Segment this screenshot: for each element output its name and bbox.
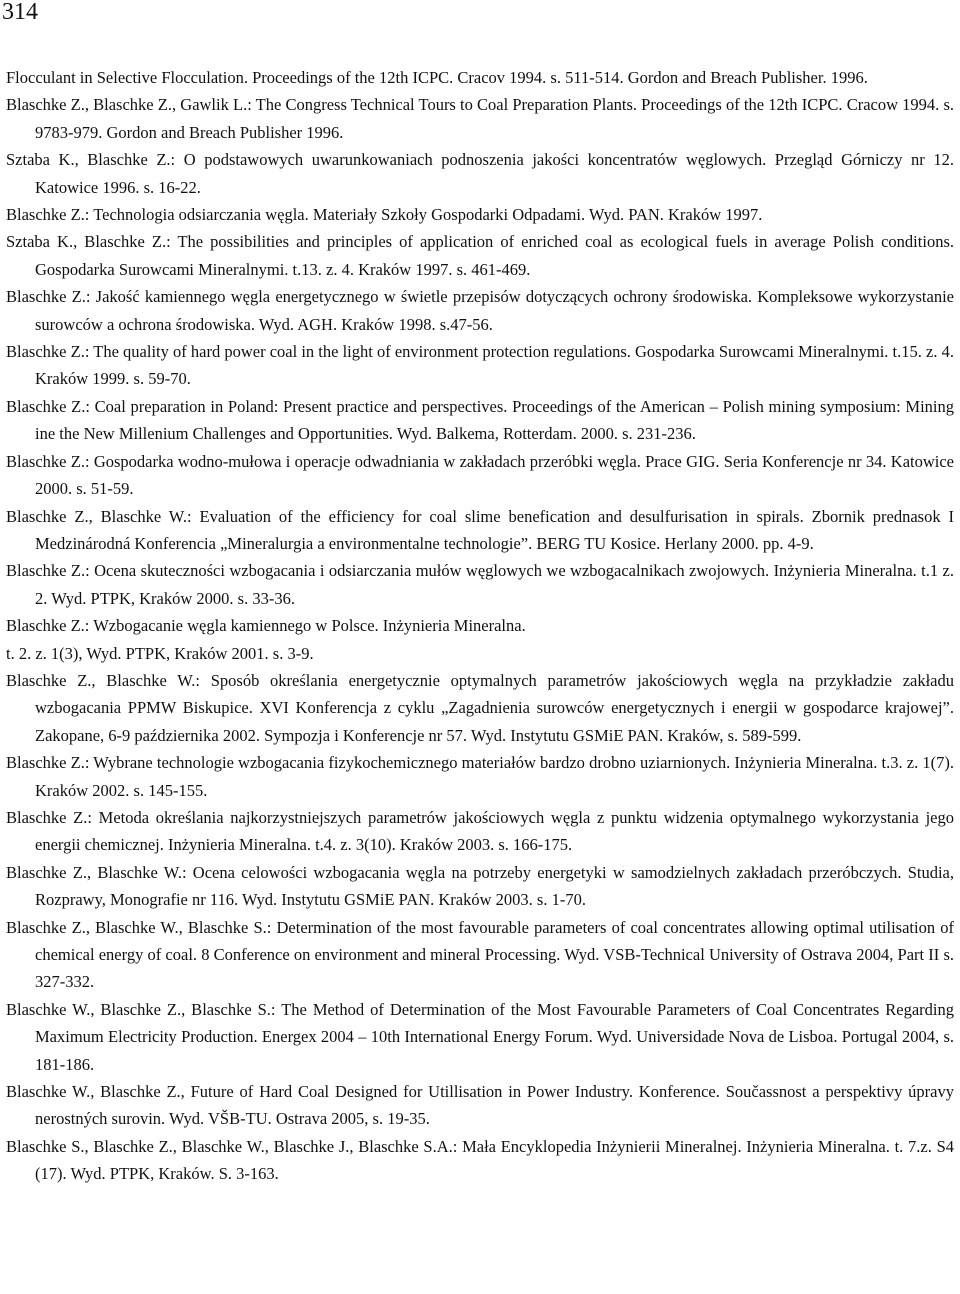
reference-item: Blaschke Z.: The quality of hard power coal in the light of environment protection regulations. Gospodarka Surowcami Mineralnymi. t.15. z. 4. Kraków 1999. s. 59-70. — [6, 342, 954, 389]
reference-item: t. 2. z. 1(3), Wyd. PTPK, Kraków 2001. s. 3-9. — [6, 643, 314, 663]
reference-item: Blaschke W., Blaschke Z., Future of Hard Coal Designed for Utillisation in Power Industry. Konference. Součassnost a perspektivy úpravy nerostných surovin. Wyd. VŠB-TU. Ostrava 2005, s. 19-35. — [6, 1082, 954, 1129]
reference-list — [6, 64, 954, 1188]
reference-item: Blaschke Z.: Gospodarka wodno-mułowa i operacje odwadniania w zakładach przeróbki węgla. Prace GIG. Seria Konferencje nr 34. Katowice 2000. s. 51-59. — [6, 451, 954, 499]
reference-item: Blaschke Z., Blaschke W., Blaschke S.: Determination of the most favourable parameters of coal concentrates allowing optimal utilisation of chemical energy of coal. 8 Conference on environment and mineral Processing. Wyd. VSB-Technical University of Ostrava 2004, Part II s. 327-332. — [6, 917, 954, 992]
reference-item: Blaschke Z.: Coal preparation in Poland: Present practice and perspectives. Proceedings of the American – Polish mining symposium: Mining ine the New Millenium Challenges and Opportunities. Wyd. Balkema, Rotterdam. 2000. s. 231-236. — [6, 396, 954, 444]
page-number: 314 — [2, 0, 38, 25]
reference-item: Flocculant in Selective Flocculation. Proceedings of the 12th ICPC. Cracov 1994. s. 511-514. Gordon and Breach Publisher. 1996. — [6, 68, 868, 87]
reference-item: Sztaba K., Blaschke Z.: O podstawowych uwarunkowaniach podnoszenia jakości koncentratów węglowych. Przegląd Górniczy nr 12. Katowice 1996. s. 16-22. — [6, 150, 954, 197]
reference-item: Blaschke Z., Blaschke W.: Ocena celowości wzbogacania węgla na potrzeby energetyki w samodzielnych zakładach przeróbczych. Studia, Rozprawy, Monografie nr 116. Wyd. Instytutu GSMiE PAN. Kraków 2003. s. 1-70. — [6, 862, 954, 910]
reference-item: Blaschke Z.: Ocena skuteczności wzbogacania i odsiarczania mułów węglowych we wzbogacalnikach zwojowych. Inżynieria Mineralna. t.1 z. 2. Wyd. PTPK, Kraków 2000. s. 33-36. — [6, 561, 954, 608]
reference-item: Sztaba K., Blaschke Z.: The possibilities and principles of application of enriched coal as ecological fuels in average Polish conditions. Gospodarka Surowcami Mineralnymi. t.13. z. 4. Kraków 1997. s. 461-469. — [6, 232, 954, 279]
reference-item: Blaschke Z.: Wzbogacanie węgla kamiennego w Polsce. Inżynieria Mineralna. — [6, 616, 526, 636]
reference-item: Blaschke Z., Blaschke Z., Gawlik L.: The Congress Technical Tours to Coal Preparation Plants. Proceedings of the 12th ICPC. Cracow 1994. s. 9783-979. Gordon and Breach Publisher 1996. — [6, 95, 954, 142]
reference-item: Blaschke Z., Blaschke W.: Evaluation of the efficiency for coal slime benefication and desulfurisation in spirals. Zbornik prednasok I Medzinárodná Konferencia „Mineralurgia a environmentalne technologie”. BERG TU Kosice. Herlany 2000. pp. 4-9. — [6, 506, 954, 553]
reference-item: Blaschke Z., Blaschke W.: Sposób określania energetycznie optymalnych parametrów jakościowych węgla na przykładzie zakładu wzbogacania PPMW Biskupice. XVI Konferencja z cyklu „Zagadnienia surowców energetycznych i energii w gospodarce krajowej”. Zakopane, 6-9 października 2002. Sympozja i Konferencje nr 57. Wyd. Instytutu GSMiE PAN. Kraków, s. 589-599. — [6, 670, 954, 745]
reference-item: Blaschke Z.: Metoda określania najkorzystniejszych parametrów jakościowych węgla z punktu widzenia optymalnego wykorzystania jego energii chemicznej. Inżynieria Mineralna. t.4. z. 3(10). Kraków 2003. s. 166-175. — [6, 807, 954, 855]
reference-item: Blaschke Z.: Jakość kamiennego węgla energetycznego w świetle przepisów dotyczących ochrony środowiska. Kompleksowe wykorzystanie surowców a ochrona środowiska. Wyd. AGH. Kraków 1998. s.47-56. — [6, 287, 954, 334]
reference-item: Blaschke Z.: Technologia odsiarczania węgla. Materiały Szkoły Gospodarki Odpadami. Wyd. PAN. Kraków 1997. — [6, 205, 763, 225]
reference-item: Blaschke Z.: Wybrane technologie wzbogacania fizykochemicznego materiałów bardzo drobno uziarnionych. Inżynieria Mineralna. t.3. z. 1(7). Kraków 2002. s. 145-155. — [6, 753, 954, 800]
reference-item: Blaschke S., Blaschke Z., Blaschke W., Blaschke J., Blaschke S.A.: Mała Encyklopedia Inżynierii Mineralnej. Inżynieria Mineralna. t. 7.z. S4 (17). Wyd. PTPK, Kraków. S. 3-163. — [6, 1136, 954, 1184]
reference-item: Blaschke W., Blaschke Z., Blaschke S.: The Method of Determination of the Most Favourable Parameters of Coal Concentrates Regarding Maximum Electricity Production. Energex 2004 – 10th International Energy Forum. Wyd. Universidade Nova de Lisboa. Portugal 2004, s. 181-186. — [6, 999, 954, 1074]
